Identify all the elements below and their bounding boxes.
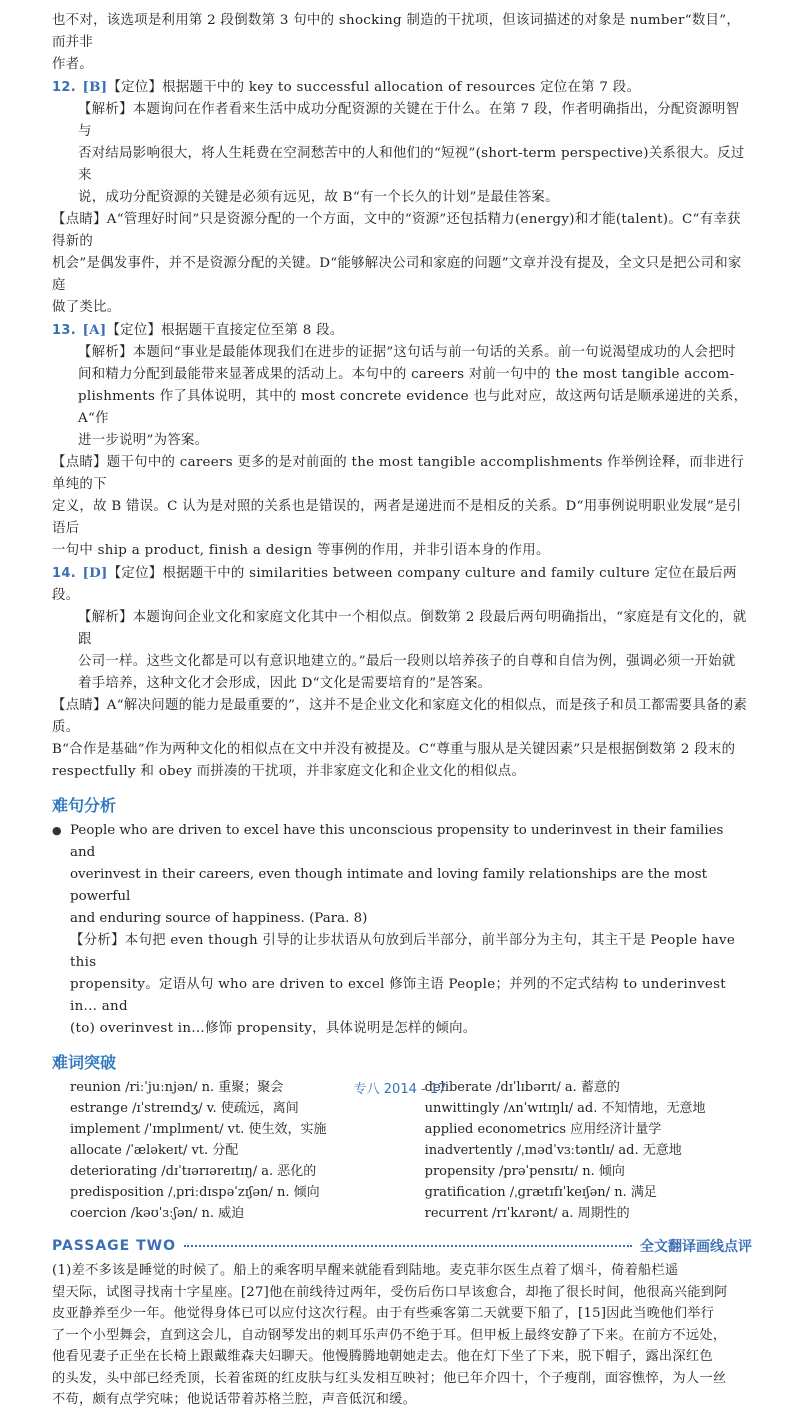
carryover-text	[52, 10, 752, 76]
analysis-line: (to) overinvest in...修饰 propensity，具体说明是怎样的倾向。	[70, 1021, 477, 1036]
locate-text: 【定位】根据题干中的 similarities between company culture and family culture 定位在最后两段。	[52, 566, 737, 603]
analysis-line: 【分析】本句把 even though 引导的让步状语从句放到后半部分，前半部分为主句，其主干是 People have this	[70, 933, 736, 970]
vocab-column-left	[70, 1077, 397, 1224]
passage-translation	[52, 1260, 752, 1411]
analysis-line: 公司一样。这些文化都是可以有意识地建立的。”最后一段则以培养孩子的自尊和自信为例，强调必须一开始就	[78, 654, 736, 669]
analysis-line: 间和精力分配到最能带来显著成果的活动上。本句中的 careers 对前一句中的 the most tangible accom-	[78, 367, 735, 382]
section-heading-difficult-sentence: 难句分析	[52, 796, 117, 815]
vocab-entry: applied econometrics 应用经济计量学	[424, 1122, 662, 1137]
passage-line: 他看见妻子正坐在长椅上跟戴维森夫妇聊天。他慢腾腾地朝她走去。他在灯下坐了下来，脱下帽子，露出深红色	[52, 1349, 713, 1364]
question-13	[52, 319, 752, 562]
vocab-entry: gratification /ˌɡrætɪfɪˈkeɪʃən/ n. 满足	[424, 1185, 657, 1200]
page-body	[52, 10, 752, 1411]
passage-line: 望天际，试图寻找南十字星座。[27]他在前线待过两年，受伤后伤口早该愈合，却拖了很长时间，他很高兴能到阿	[52, 1284, 728, 1300]
question-12	[52, 76, 752, 319]
tip-line: 机会”是偶发事件，并不是资源分配的关键。D“能够解决公司和家庭的问题”文章并没有提及，全文只是把公司和家庭	[52, 256, 742, 293]
passage-line: 的头发，头中部已经秃顶，长着雀斑的红皮肤与红头发相互映衬；他已年介四十，个子瘦削，面容憔悴，为人一丝	[52, 1370, 727, 1386]
tip-line: 【点睛】题干句中的 careers 更多的是对前面的 the most tangible accomplishments 作举例诠释，而非进行单纯的下	[52, 455, 745, 492]
question-number: 14.	[52, 566, 76, 581]
tip-line: 定义，故 B 错误。C 认为是对照的关系也是错误的，两者是递进而不是相反的关系。D“用事例说明职业发展”是引语后	[52, 499, 742, 536]
locate-text: 【定位】根据题干直接定位至第 8 段。	[106, 323, 344, 338]
tip-block	[52, 209, 752, 319]
question-14	[52, 562, 752, 783]
vocab-column-right	[425, 1077, 752, 1224]
tip-block	[52, 452, 752, 562]
locate-line	[52, 562, 752, 607]
answer-label: [A]	[82, 322, 107, 338]
dotted-divider	[184, 1245, 632, 1247]
tip-line: respectfully 和 obey 而拼凑的干扰项，并非家庭文化和企业文化的相似点。	[52, 764, 526, 779]
tip-block	[52, 695, 752, 783]
carryover-line: 作者。	[52, 57, 94, 72]
vocab-list	[52, 1077, 752, 1224]
analysis-line: propensity。定语从句 who are driven to excel 修饰主语 People；并列的不定式结构 to underinvest in... and	[70, 977, 726, 1014]
locate-line	[52, 76, 752, 99]
analysis-line: 【解析】本题询问在作者看来生活中成功分配资源的关键在于什么。在第 7 段，作者明确指出，分配资源明智与	[78, 102, 740, 139]
section-heading-vocabulary: 难词突破	[52, 1053, 117, 1072]
passage-title: PASSAGE TWO	[52, 1238, 177, 1254]
vocab-entry: propensity /prəˈpensɪtɪ/ n. 倾向	[424, 1164, 625, 1179]
locate-line	[52, 319, 752, 342]
vocab-entry: unwittingly /ʌnˈwɪtɪŋlɪ/ ad. 不知情地，无意地	[424, 1101, 706, 1116]
analysis-block	[52, 607, 752, 695]
analysis-line: 说，成功分配资源的关键是必须有远见，故 B“有一个长久的计划”是最佳答案。	[78, 190, 559, 205]
locate-text: 【定位】根据题干中的 key to successful allocation of resources 定位在第 7 段。	[107, 80, 641, 95]
analysis-line: plishments 作了具体说明，其中的 most concrete evidence 也与此对应，故这两句话是顺承递进的关系，A“作	[78, 389, 748, 426]
carryover-line: 也不对，该选项是利用第 2 段倒数第 3 句中的 shocking 制造的干扰项，但该词描述的对象是 number“数目”，而并非	[52, 13, 741, 50]
analysis-block	[52, 342, 752, 452]
vocab-entry: deliberate /dɪˈlɪbərɪt/ a. 蓄意的	[424, 1080, 620, 1095]
passage-line: 了一个小型舞会，直到这会儿，自动钢琴发出的刺耳乐声仍不绝于耳。但甲板上最终安静了下来。在前方不远处，	[52, 1327, 727, 1343]
passage-line: 皮亚静养至少一年。他觉得身体已可以应付这次行程。由于有些乘客第二天就要下船了，[15]因此当晚他们举行	[52, 1306, 715, 1321]
vocab-entry: predisposition /ˌpriːdɪspəˈzɪʃən/ n. 倾向	[70, 1185, 320, 1200]
analysis-line: 着手培养，这种文化才会形成，因此 D“文化是需要培育的”是答案。	[78, 676, 492, 691]
passage-line: 不苟，颇有点学究味；他说话带着苏格兰腔，声音低沉和缓。	[52, 1392, 417, 1407]
vocab-entry: allocate /ˈæləkeɪt/ vt. 分配	[70, 1143, 239, 1158]
page-footer: 专八 2014 - 17	[353, 1082, 447, 1097]
sentence-analysis	[52, 930, 752, 1040]
passage-subtitle: 全文翻译画线点评	[640, 1239, 752, 1255]
tip-line: B“合作是基础”作为两种文化的相似点在文中并没有被提及。C“尊重与服从是关键因素”只是根据倒数第 2 段末的	[52, 742, 736, 757]
vocab-entry: inadvertently /ˌɪnədˈvɜːtəntlɪ/ ad. 无意地	[424, 1143, 682, 1158]
vocab-entry: reunion /riːˈjuːnjən/ n. 重聚；聚会	[70, 1080, 284, 1095]
passage-line: (1)差不多该是睡觉的时候了。船上的乘客明早醒来就能看到陆地。麦克菲尔医生点着了烟斗，倚着船栏遥	[52, 1263, 679, 1278]
sentence-line: and enduring source of happiness. (Para. 8)	[70, 911, 368, 926]
tip-line: 【点睛】A“解决问题的能力是最重要的”，这并不是企业文化和家庭文化的相似点，而是孩子和员工都需要具备的素质。	[52, 698, 748, 735]
analysis-line: 【解析】本题问“事业是最能体现我们在进步的证据”这句话与前一句话的关系。前一句说渴望成功的人会把时	[78, 345, 736, 360]
sentence-line: overinvest in their careers, even though intimate and loving family relationships are the most powerful	[70, 867, 707, 904]
question-number: 13.	[52, 323, 76, 338]
passage-banner	[52, 1236, 752, 1256]
question-number: 12.	[52, 80, 76, 95]
vocab-entry: implement /ˈɪmplɪment/ vt. 使生效，实施	[70, 1122, 327, 1137]
vocab-entry: estrange /ɪˈstreɪndʒ/ v. 使疏远，离间	[70, 1101, 299, 1116]
vocab-entry: recurrent /rɪˈkʌrənt/ a. 周期性的	[424, 1206, 630, 1221]
difficult-sentence	[52, 820, 752, 930]
tip-line: 【点睛】A“管理好时间”只是资源分配的一个方面，文中的“资源”还包括精力(energy)和才能(talent)。C“有幸获得新的	[52, 212, 741, 249]
analysis-line: 进一步说明”为答案。	[78, 433, 209, 448]
analysis-line: 否对结局影响很大，将人生耗费在空洞愁苦中的人和他们的“短视”(short-term perspective)关系很大。反过来	[78, 146, 745, 183]
vocab-entry: deteriorating /dɪˈtɪərɪəreɪtɪŋ/ a. 恶化的	[70, 1164, 317, 1179]
tip-line: 做了类比。	[52, 300, 121, 315]
answer-label: [D]	[82, 565, 108, 581]
answer-label: [B]	[82, 79, 108, 95]
vocab-entry: coercion /kəʊˈɜːʃən/ n. 威迫	[70, 1206, 245, 1221]
analysis-line: 【解析】本题询问企业文化和家庭文化其中一个相似点。倒数第 2 段最后两句明确指出，“家庭是有文化的，就跟	[78, 610, 747, 647]
sentence-line: ● People who are driven to excel have this unconscious propensity to underinvest in their families and	[70, 823, 724, 860]
tip-line: 一句中 ship a product, finish a design 等事例的作用，并非引语本身的作用。	[52, 543, 550, 558]
analysis-block	[52, 99, 752, 209]
